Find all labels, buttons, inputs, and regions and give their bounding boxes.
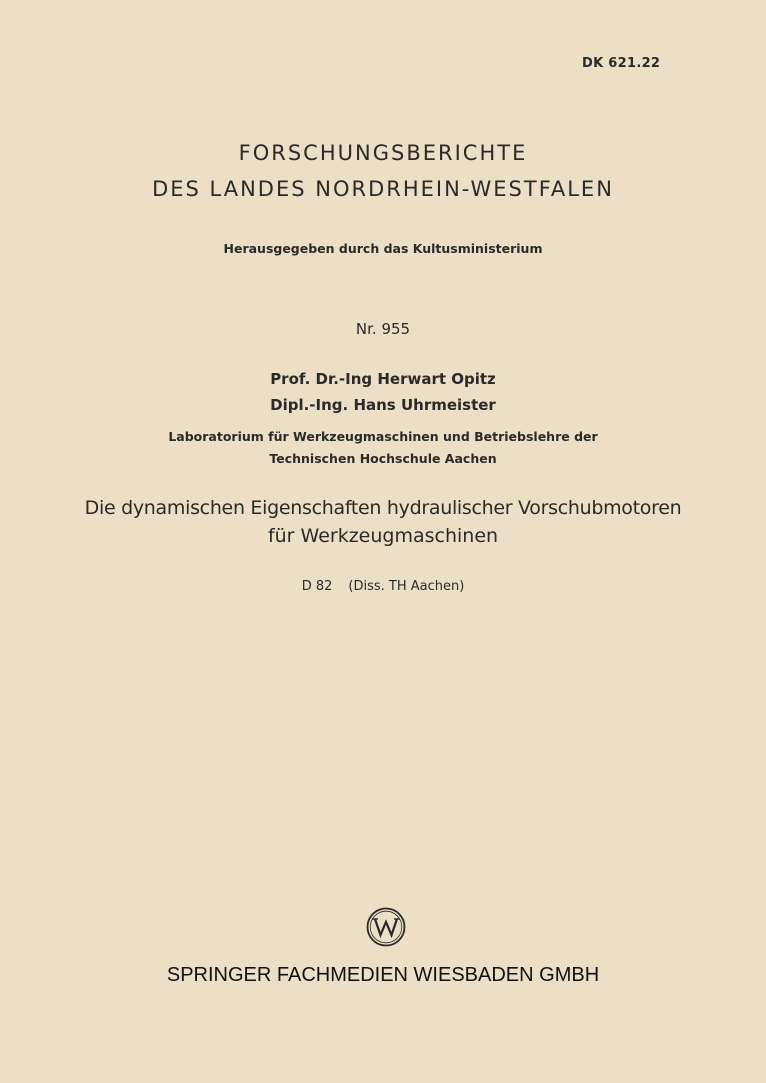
institution-line-2: Technischen Hochschule Aachen (269, 451, 497, 466)
book-title-line-1: Die dynamischen Eigenschaften hydraulischer Vorschubmotoren (84, 497, 682, 519)
publisher-name: SPRINGER FACHMEDIEN WIESBADEN GMBH (166, 964, 600, 986)
series-title-line-1: FORSCHUNGSBERICHTE (238, 141, 528, 165)
series-title-line-2: DES LANDES NORDRHEIN-WESTFALEN (152, 177, 614, 201)
classification-number: DK 621.22 (582, 56, 661, 71)
springer-w-logo-icon (366, 907, 406, 947)
institution-line-1: Laboratorium für Werkzeugmaschinen und Betriebslehre der (168, 429, 598, 444)
dissertation-code: D 82 (301, 579, 333, 594)
report-number: Nr. 955 (355, 320, 411, 338)
editor-line: Herausgegeben durch das Kultusministerium (223, 241, 543, 256)
book-title-line-2: für Werkzeugmaschinen (267, 525, 499, 547)
author-2: Dipl.-Ing. Hans Uhrmeister (270, 396, 496, 414)
dissertation-text: (Diss. TH Aachen) (348, 579, 465, 594)
author-1: Prof. Dr.-Ing Herwart Opitz (270, 370, 496, 388)
dissertation-note (0, 579, 766, 594)
